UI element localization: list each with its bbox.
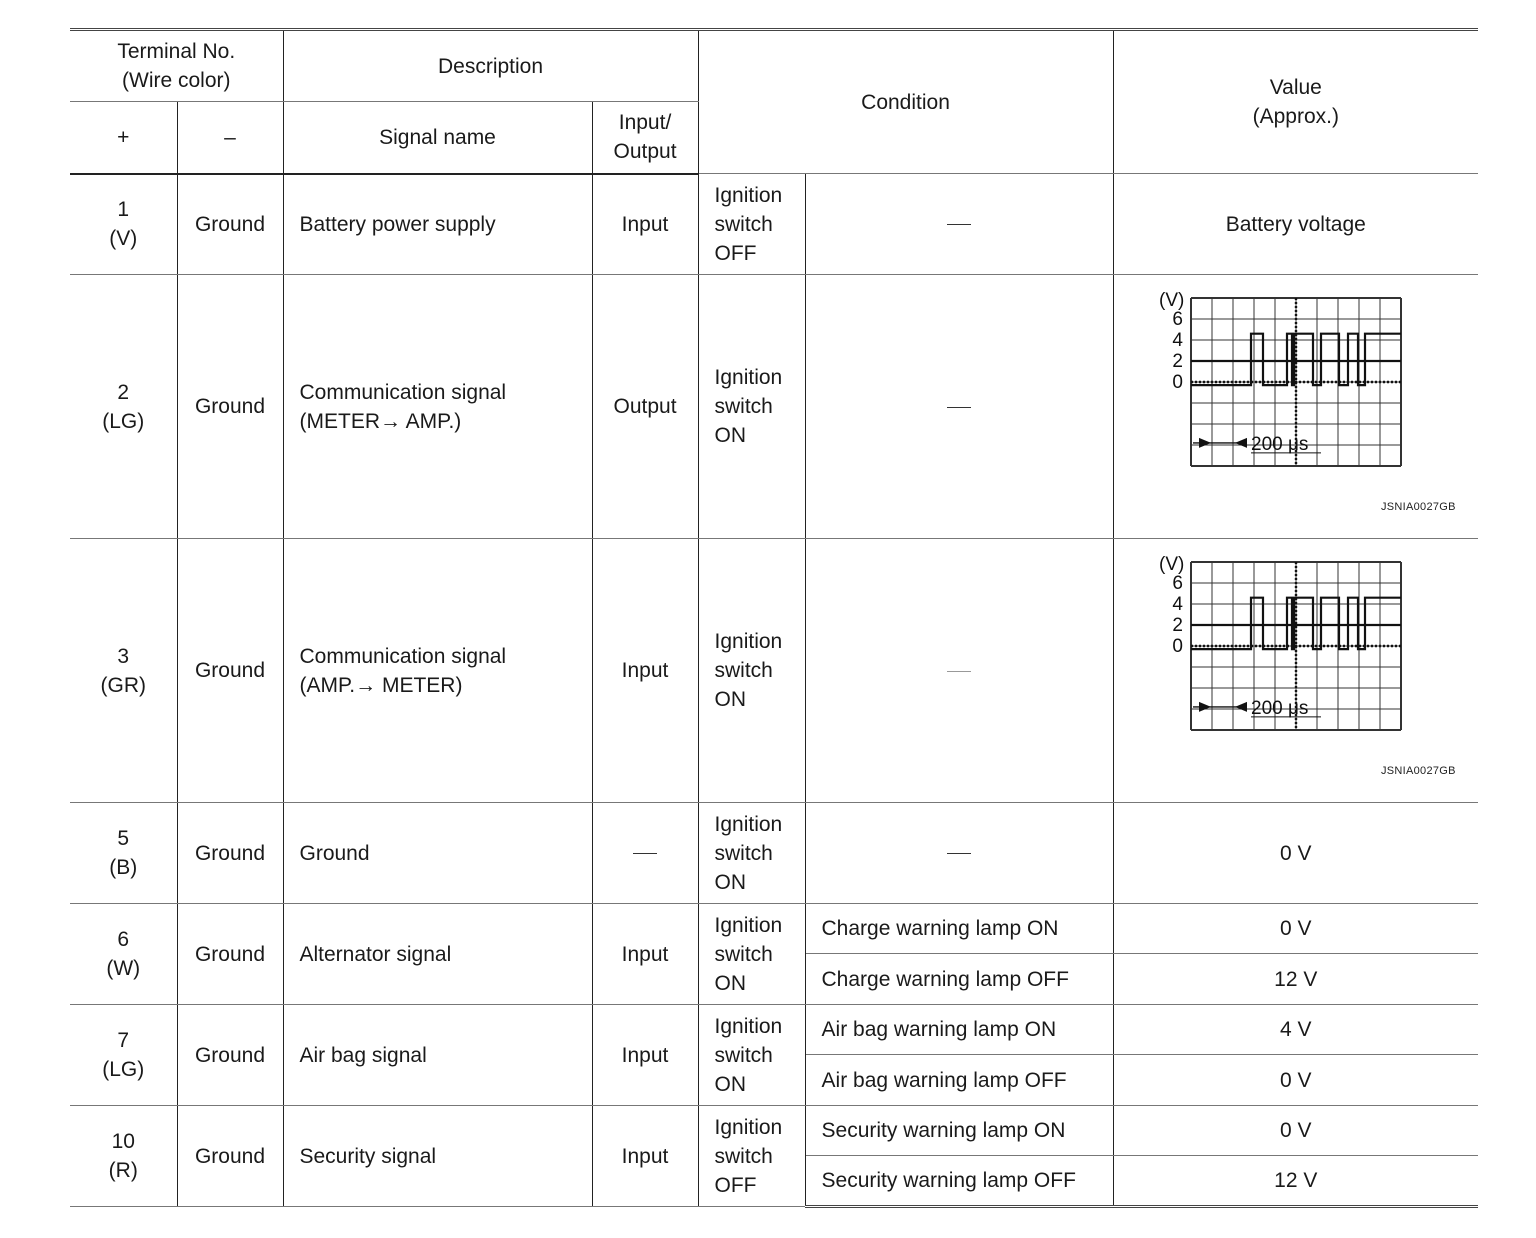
value-cell: 12 V (1113, 954, 1478, 1005)
signal-name-cell: Ground (283, 803, 592, 904)
header-value: Value (Approx.) (1113, 30, 1478, 174)
value-cell: 4 V (1113, 1005, 1478, 1055)
time-arrow-left (1235, 437, 1247, 447)
condition-cell: Security warning lamp OFF (805, 1156, 1113, 1207)
value-cell (1113, 275, 1478, 539)
header-minus: – (177, 102, 283, 174)
minus-cell: Ground (177, 803, 283, 904)
signal-name-cell: Alternator signal (283, 904, 592, 1005)
terminal-cell: 7 (LG) (70, 1005, 177, 1106)
terminal-cell: 10 (R) (70, 1106, 177, 1207)
time-scale-label: 200 μs (1250, 697, 1309, 719)
condition-cell: Charge warning lamp OFF (805, 954, 1113, 1005)
io-cell (592, 803, 698, 904)
time-scale-label: 200 μs (1250, 433, 1309, 455)
ignition-cell: Ignition switch ON (698, 275, 805, 539)
y-tick-label: 4 (1172, 593, 1183, 615)
unit-label: (V) (1158, 553, 1185, 575)
dash-mark (633, 853, 657, 854)
value-cell: 12 V (1113, 1156, 1478, 1207)
time-arrow-left (1235, 701, 1247, 711)
value-cell: 0 V (1113, 1055, 1478, 1106)
table-row (70, 803, 1478, 904)
header-description: Description (283, 30, 698, 102)
terminal-cell: 5 (B) (70, 803, 177, 904)
condition-cell: Air bag warning lamp ON (805, 1005, 1113, 1055)
ignition-cell: Ignition switch OFF (698, 1106, 805, 1207)
io-cell: Input (592, 174, 698, 275)
ignition-cell: Ignition switch ON (698, 539, 805, 803)
value-cell: 0 V (1113, 904, 1478, 954)
io-cell: Output (592, 275, 698, 539)
minus-cell: Ground (177, 174, 283, 275)
waveform-figure (1114, 540, 1478, 802)
io-cell: Input (592, 904, 698, 1005)
signal-name-cell: Battery power supply (283, 174, 592, 275)
terminal-cell: 1 (V) (70, 174, 177, 275)
io-cell: Input (592, 1005, 698, 1106)
y-tick-label: 0 (1172, 371, 1183, 393)
header-signal-name: Signal name (283, 102, 592, 174)
figure-caption: JSNIA0027GB (1380, 764, 1456, 777)
dash-mark (947, 671, 971, 672)
signal-name-cell: Air bag signal (283, 1005, 592, 1106)
y-tick-label: 6 (1172, 308, 1183, 330)
header-plus: + (70, 102, 177, 174)
condition-cell: Air bag warning lamp OFF (805, 1055, 1113, 1106)
table-row (70, 174, 1478, 275)
condition-cell: Charge warning lamp ON (805, 904, 1113, 954)
dash-mark (947, 853, 971, 854)
terminal-cell: 6 (W) (70, 904, 177, 1005)
signal-name-cell: Security signal (283, 1106, 592, 1207)
minus-cell: Ground (177, 904, 283, 1005)
terminal-cell: 3 (GR) (70, 539, 177, 803)
header-input-output: Input/ Output (592, 102, 698, 174)
ignition-cell: Ignition switch OFF (698, 174, 805, 275)
y-tick-label: 2 (1172, 614, 1183, 636)
signal-name-cell: Communication signal (AMP.→ METER) (283, 539, 592, 803)
table-row (70, 539, 1478, 803)
signal-name-cell: Communication signal (METER→ AMP.) (283, 275, 592, 539)
dash-mark (947, 407, 971, 408)
minus-cell: Ground (177, 1005, 283, 1106)
table-row (70, 275, 1478, 539)
io-cell: Input (592, 539, 698, 803)
condition-cell (805, 174, 1113, 275)
condition-cell (805, 803, 1113, 904)
figure-caption: JSNIA0027GB (1380, 500, 1456, 513)
minus-cell: Ground (177, 1106, 283, 1207)
io-cell: Input (592, 1106, 698, 1207)
time-arrow-right (1199, 437, 1211, 447)
minus-cell: Ground (177, 275, 283, 539)
time-arrow-right (1199, 701, 1211, 711)
value-cell: 0 V (1113, 803, 1478, 904)
value-cell: 0 V (1113, 1106, 1478, 1156)
y-tick-label: 4 (1172, 329, 1183, 351)
ignition-cell: Ignition switch ON (698, 1005, 805, 1106)
value-cell: Battery voltage (1113, 174, 1478, 275)
condition-cell (805, 539, 1113, 803)
dash-mark (947, 224, 971, 225)
terminal-cell: 2 (LG) (70, 275, 177, 539)
table-row (70, 1106, 1478, 1156)
header-terminal-no: Terminal No. (Wire color) (70, 30, 283, 102)
header-condition: Condition (698, 30, 1113, 174)
y-tick-label: 2 (1172, 350, 1183, 372)
value-cell (1113, 539, 1478, 803)
condition-cell: Security warning lamp ON (805, 1106, 1113, 1156)
terminal-table (70, 28, 1478, 1208)
unit-label: (V) (1158, 289, 1185, 311)
ignition-cell: Ignition switch ON (698, 803, 805, 904)
y-tick-label: 0 (1172, 635, 1183, 657)
ignition-cell: Ignition switch ON (698, 904, 805, 1005)
minus-cell: Ground (177, 539, 283, 803)
table-row (70, 904, 1478, 954)
waveform-figure (1114, 276, 1478, 538)
y-tick-label: 6 (1172, 572, 1183, 594)
table-row (70, 1005, 1478, 1055)
condition-cell (805, 275, 1113, 539)
